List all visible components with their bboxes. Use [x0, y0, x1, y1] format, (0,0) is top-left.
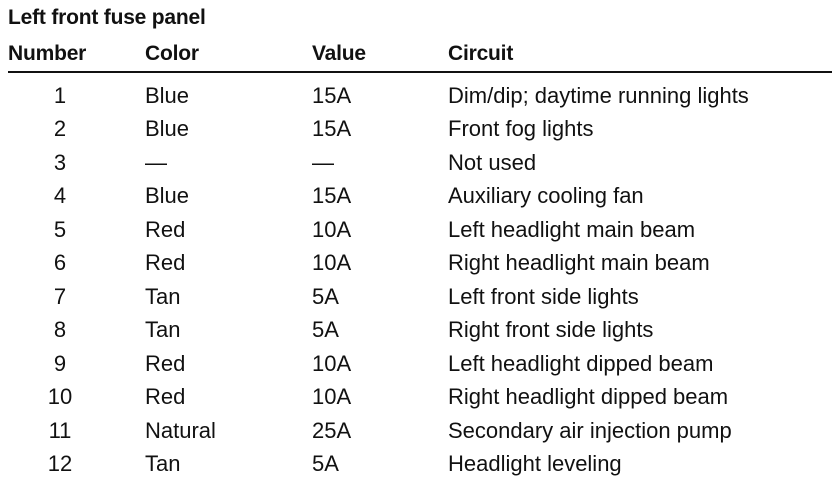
cell-number: 11: [48, 417, 72, 443]
cell-color: Blue: [145, 116, 190, 142]
cell-circuit: Auxiliary cooling fan: [448, 183, 644, 209]
cell-circuit: Not used: [448, 149, 537, 175]
cell-circuit: Dim/dip; daytime running lights: [448, 82, 749, 108]
cell-number: 2: [53, 116, 67, 142]
cell-color: Tan: [145, 317, 181, 343]
cell-circuit: Headlight leveling: [448, 451, 622, 477]
table-header: [8, 36, 832, 72]
cell-number: 3: [53, 149, 67, 175]
cell-value: 10A: [312, 384, 352, 410]
cell-number: 8: [53, 317, 67, 343]
table-row: [8, 146, 832, 180]
cell-number: 4: [53, 183, 67, 209]
cell-number: 12: [47, 451, 73, 477]
cell-value: 5A: [312, 283, 339, 309]
cell-value: 15A: [312, 82, 352, 108]
page-title: Left front fuse panel: [8, 6, 206, 29]
cell-color: —: [145, 149, 167, 175]
table-row: [8, 72, 832, 113]
fuse-table: [8, 36, 832, 481]
cell-number: 6: [53, 250, 67, 276]
table-row: [8, 381, 832, 415]
header-circuit: Circuit: [435, 36, 832, 72]
cell-color: Blue: [145, 82, 190, 108]
table-row: [8, 314, 832, 348]
header-row: [8, 36, 832, 72]
cell-color: Tan: [145, 283, 181, 309]
cell-circuit: Right headlight dipped beam: [448, 384, 729, 410]
header-number: Number: [8, 36, 132, 72]
cell-value: 5A: [312, 317, 339, 343]
cell-value: 10A: [312, 216, 352, 242]
header-value: Value: [299, 36, 435, 72]
cell-circuit: Front fog lights: [448, 116, 594, 142]
table-row: [8, 414, 832, 448]
header-color: Color: [132, 36, 299, 72]
cell-value: 5A: [312, 451, 339, 477]
table-row: [8, 448, 832, 482]
cell-circuit: Left front side lights: [448, 283, 639, 309]
cell-value: 15A: [312, 116, 352, 142]
table-row: [8, 347, 832, 381]
cell-number: 9: [53, 350, 67, 376]
cell-color: Red: [145, 350, 186, 376]
cell-color: Tan: [145, 451, 181, 477]
table-row: [8, 280, 832, 314]
cell-color: Red: [145, 216, 186, 242]
cell-circuit: Right headlight main beam: [448, 250, 710, 276]
cell-number: 5: [53, 216, 67, 242]
cell-value: 25A: [312, 417, 352, 443]
cell-number: 7: [53, 283, 67, 309]
cell-value: —: [312, 149, 334, 175]
cell-color: Blue: [145, 183, 190, 209]
table-row: [8, 247, 832, 281]
cell-circuit: Left headlight main beam: [448, 216, 696, 242]
cell-circuit: Secondary air injection pump: [448, 417, 732, 443]
cell-color: Red: [145, 250, 186, 276]
cell-value: 15A: [312, 183, 352, 209]
cell-value: 10A: [312, 350, 352, 376]
cell-color: Red: [145, 384, 186, 410]
table-row: [8, 213, 832, 247]
cell-color: Natural: [145, 417, 216, 443]
table-body: [8, 72, 832, 481]
table-row: [8, 113, 832, 147]
cell-circuit: Left headlight dipped beam: [448, 350, 714, 376]
table-row: [8, 180, 832, 214]
cell-number: 1: [53, 82, 67, 108]
cell-number: 10: [47, 384, 73, 410]
cell-circuit: Right front side lights: [448, 317, 654, 343]
cell-value: 10A: [312, 250, 352, 276]
